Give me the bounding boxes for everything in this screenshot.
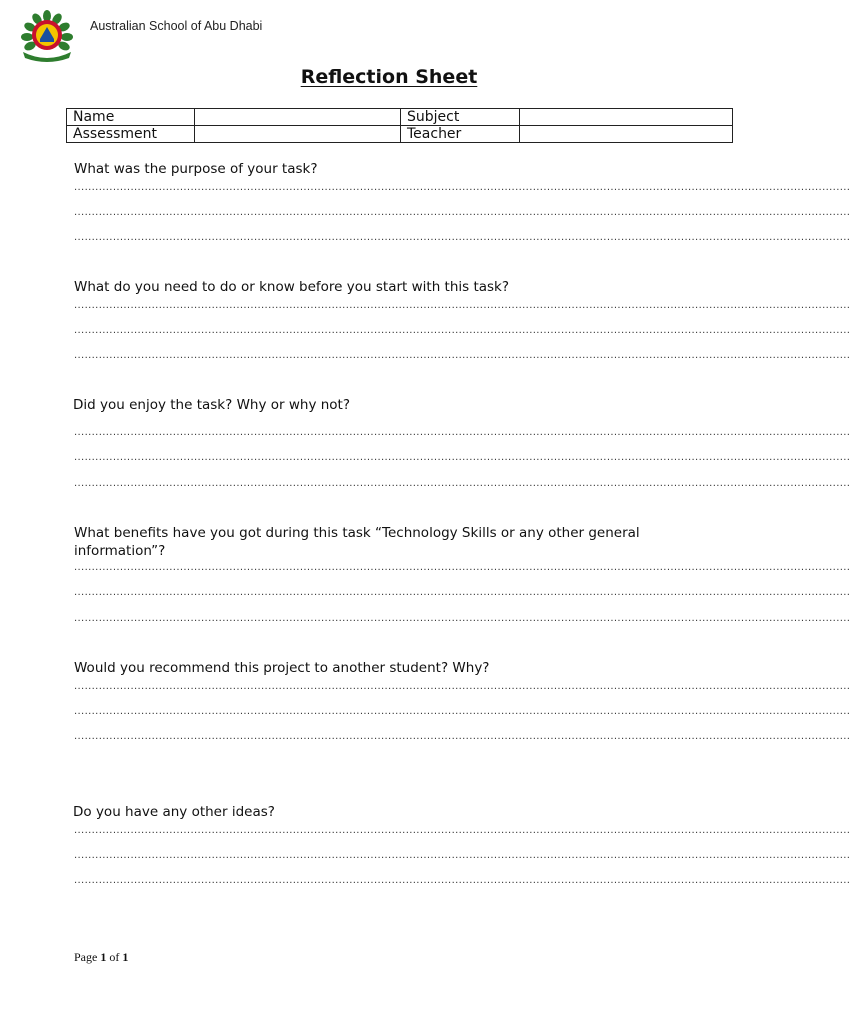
name-label: Name (67, 109, 195, 126)
assessment-label: Assessment (67, 126, 195, 143)
table-row (67, 109, 733, 126)
subject-label: Subject (401, 109, 520, 126)
answer-line[interactable]: ............................................................................................................................................................................................................................ (74, 681, 850, 692)
table-row (67, 126, 733, 143)
answer-line[interactable]: ............................................................................................................................................................................................................................ (74, 182, 850, 193)
answer-line[interactable]: ............................................................................................................................................................................................................................ (74, 300, 850, 311)
answer-line[interactable]: ............................................................................................................................................................................................................................ (74, 875, 850, 886)
question-2: What do you need to do or know before you start with this task? (74, 279, 510, 295)
answer-line[interactable]: ............................................................................................................................................................................................................................ (74, 706, 850, 717)
total-pages-number: 1 (122, 950, 129, 964)
answer-line[interactable]: ............................................................................................................................................................................................................................ (74, 232, 850, 243)
answer-line[interactable]: ............................................................................................................................................................................................................................ (74, 427, 850, 438)
teacher-label: Teacher (401, 126, 520, 143)
answer-line[interactable]: ............................................................................................................................................................................................................................ (74, 452, 850, 463)
page-word: Page (74, 950, 98, 964)
of-word: of (109, 950, 120, 964)
question-6: Do you have any other ideas? (73, 804, 275, 820)
answer-line[interactable]: ............................................................................................................................................................................................................................ (74, 207, 850, 218)
question-1: What was the purpose of your task? (74, 161, 318, 177)
name-field[interactable] (195, 109, 401, 126)
question-4: What benefits have you got during this task “Technology Skills or any other general information”? (74, 525, 640, 559)
question-5: Would you recommend this project to another student? Why? (74, 660, 490, 676)
answer-line[interactable]: ............................................................................................................................................................................................................................ (74, 587, 850, 598)
answer-line[interactable]: ............................................................................................................................................................................................................................ (74, 825, 850, 836)
answer-line[interactable]: ............................................................................................................................................................................................................................ (74, 850, 850, 861)
school-name: Australian School of Abu Dhabi (90, 19, 263, 33)
answer-line[interactable]: ............................................................................................................................................................................................................................ (74, 731, 850, 742)
answer-line[interactable]: ............................................................................................................................................................................................................................ (74, 613, 850, 624)
school-logo-icon (18, 8, 76, 64)
student-info-table (66, 108, 733, 143)
page-footer (74, 950, 128, 965)
answer-line[interactable]: ............................................................................................................................................................................................................................ (74, 350, 850, 361)
teacher-field[interactable] (520, 126, 733, 143)
assessment-field[interactable] (195, 126, 401, 143)
page-title: Reflection Sheet (300, 66, 478, 88)
question-3: Did you enjoy the task? Why or why not? (73, 397, 351, 413)
answer-line[interactable]: ............................................................................................................................................................................................................................ (74, 562, 850, 573)
answer-line[interactable]: ............................................................................................................................................................................................................................ (74, 478, 850, 489)
answer-line[interactable]: ............................................................................................................................................................................................................................ (74, 325, 850, 336)
current-page-number: 1 (100, 950, 107, 964)
page-header (18, 8, 262, 64)
subject-field[interactable] (520, 109, 733, 126)
